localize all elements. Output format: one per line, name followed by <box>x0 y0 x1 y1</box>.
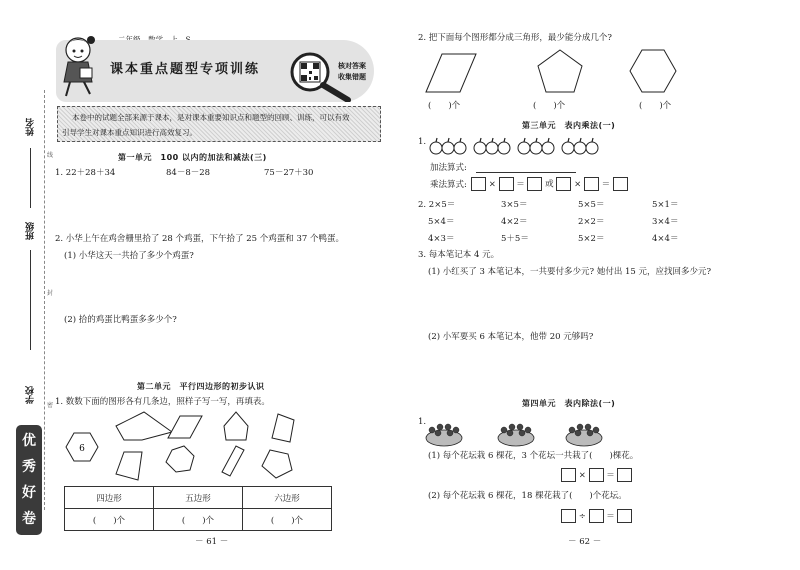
mult-r2-c1: 5×4＝ <box>428 217 455 227</box>
unit3-title: 第三单元 表内乘法(一) <box>522 121 616 130</box>
intro-line-1: 本卷中的试题全部来源于课本，是对课本重要知识点和题型的回顾、训练，可以有效 <box>72 113 350 122</box>
addition-label: 加法算式: <box>430 163 467 173</box>
u4-q1-label: 1. <box>418 417 427 427</box>
unit2-title: 第二单元 平行四边形的初步认识 <box>137 382 265 391</box>
table-header-quad: 四边形 <box>65 487 154 509</box>
class-blank[interactable] <box>30 250 31 350</box>
u2-q1-text: 1. 数数下面的图形各有几条边，照样子写一写，再填表。 <box>55 397 270 407</box>
u4-sub1: (1) 每个花坛栽 6 棵花，3 个花坛一共栽了( )棵花。 <box>428 451 639 461</box>
qr-note-2: 收集错题 <box>338 72 366 81</box>
mul-box-1[interactable] <box>471 177 486 191</box>
equals-sign-2: ＝ <box>601 179 611 190</box>
mult-r2-c4: 3×4＝ <box>652 217 679 227</box>
mult-r1-c2: 3×5＝ <box>501 200 528 210</box>
name-blank[interactable] <box>30 148 31 208</box>
parallelogram-shape <box>426 54 476 92</box>
u4-times-sign: × <box>578 470 586 481</box>
times-sign: × <box>488 179 496 190</box>
brand-logo <box>14 425 44 535</box>
mult-r3-c2: 5＋5＝ <box>501 234 529 244</box>
r-q2-text: 2. 把下面每个图形都分成三角形，最少能分成几个? <box>418 33 612 43</box>
mult-r3-c1: 4×3＝ <box>428 234 455 244</box>
binding-line <box>44 90 45 510</box>
mul-box-6[interactable] <box>613 177 628 191</box>
parallelogram-shape <box>168 416 202 438</box>
shape-answer-2[interactable]: ( )个 <box>533 101 566 111</box>
mult-r2-c3: 2×2＝ <box>578 217 605 227</box>
class-label: 班级 <box>26 222 36 240</box>
q2-sub1: (1) 小华这天一共拾了多少个鸡蛋? <box>64 251 194 261</box>
qr-note-1: 核对答案 <box>338 61 366 70</box>
q2-sub2: (2) 拾的鸡蛋比鸭蛋多多少个? <box>64 315 177 325</box>
mul-box-4[interactable] <box>556 177 571 191</box>
addition-blank[interactable] <box>476 172 576 173</box>
svg-text:优: 优 <box>22 433 36 449</box>
pentagon-shape-2 <box>224 412 248 440</box>
pentagon-shape <box>538 50 582 92</box>
q2-text: 2. 小华上午在鸡舍栅里拾了 28 个鸡蛋，下午拾了 25 个鸡蛋和 37 个鸭蛋。 <box>55 234 344 244</box>
u4-box-6[interactable] <box>617 509 632 523</box>
u4-sub2: (2) 每个花坛栽 6 棵花，18 棵花栽了( )个花坛。 <box>428 491 627 501</box>
flower-beds-icon <box>424 418 624 454</box>
u4-divide-sign: ÷ <box>578 511 586 522</box>
equals-sign: ＝ <box>516 179 525 190</box>
hex-example-label: 6 <box>79 444 85 454</box>
u3-q1-label: 1. <box>418 137 427 147</box>
multiplication-label: 乘法算式: <box>430 180 467 190</box>
svg-text:卷: 卷 <box>22 511 36 527</box>
shape-answer-3[interactable]: ( )个 <box>639 101 672 111</box>
seal-char: 封 <box>47 290 54 297</box>
times-sign-2: × <box>574 179 582 190</box>
table-blank-penta[interactable]: ( )个 <box>154 509 243 531</box>
seal-line-char: 线 <box>47 152 54 159</box>
banner-title: 课本重点题型专项训练 <box>110 62 261 77</box>
u4-equals-sign-2: ＝ <box>606 511 615 522</box>
svg-text:秀: 秀 <box>22 459 36 475</box>
u4-box-2[interactable] <box>589 468 604 482</box>
u4-box-4[interactable] <box>561 509 576 523</box>
table-header-penta: 五边形 <box>154 487 243 509</box>
u4-box-5[interactable] <box>589 509 604 523</box>
mult-r2-c2: 4×2＝ <box>501 217 528 227</box>
svg-text:好: 好 <box>22 485 36 501</box>
u4-equals-sign: ＝ <box>606 470 615 481</box>
page-number-right: － 62 － <box>568 537 602 547</box>
unit1-title: 第一单元 100 以内的加法和减法(三) <box>118 153 267 162</box>
u4-box-1[interactable] <box>561 468 576 482</box>
intro-box <box>57 106 381 142</box>
right-shapes <box>424 48 694 102</box>
secret-char: 密 <box>47 402 54 409</box>
apple-groups-icon <box>428 132 628 162</box>
school-label: 学校 <box>26 386 36 404</box>
shape-answer-1[interactable]: ( )个 <box>428 101 461 111</box>
mul-box-5[interactable] <box>584 177 599 191</box>
or-label: 或 <box>545 179 554 190</box>
table-blank-hexa[interactable]: ( )个 <box>243 509 332 531</box>
polygon-shapes <box>60 410 340 492</box>
page-number-left: － 61 － <box>195 537 229 547</box>
pentagon-shape <box>116 412 172 440</box>
u4-div-boxes <box>561 509 632 523</box>
u4-box-3[interactable] <box>617 468 632 482</box>
rectangle-tilted-shape <box>222 446 244 476</box>
pentagon-shape-3 <box>262 450 292 478</box>
mul-box-2[interactable] <box>499 177 514 191</box>
mul-box-3[interactable] <box>527 177 542 191</box>
shape-count-table <box>64 486 332 531</box>
unit4-title: 第四单元 表内除法(一) <box>522 399 616 408</box>
hexagon-shape <box>166 446 194 472</box>
name-label: 姓名 <box>26 118 36 136</box>
mult-r3-c4: 4×4＝ <box>652 234 679 244</box>
table-blank-quad[interactable]: ( )个 <box>65 509 154 531</box>
table-header-hexa: 六边形 <box>243 487 332 509</box>
q1-expression-b: 84－8－28 <box>166 168 211 178</box>
quadrilateral-shape <box>272 414 294 442</box>
quadrilateral-shape-2 <box>116 452 142 480</box>
q1-expression-a: 1. 22＋28＋34 <box>55 168 116 178</box>
u4-mul-boxes <box>561 468 632 482</box>
q3-text: 3. 每本笔记本 4 元。 <box>418 250 500 260</box>
mult-r1-c1: 2. 2×5＝ <box>418 200 456 210</box>
q3-sub1: (1) 小红买了 3 本笔记本，一共要付多少元? 她付出 15 元，应找回多少元? <box>428 267 712 277</box>
mascot-girl-icon <box>56 34 102 104</box>
multiplication-boxes <box>471 177 628 191</box>
q3-sub2: (2) 小军要买 6 本笔记本，他带 20 元够吗? <box>428 332 594 342</box>
mult-r1-c3: 5×5＝ <box>578 200 605 210</box>
hexagon-shape <box>630 50 676 92</box>
mult-r1-c4: 5×1＝ <box>652 200 679 210</box>
mult-r3-c3: 5×2＝ <box>578 234 605 244</box>
q1-expression-c: 75－27＋30 <box>264 168 314 178</box>
intro-line-2: 引导学生对课本重点知识进行高效复习。 <box>62 128 197 137</box>
